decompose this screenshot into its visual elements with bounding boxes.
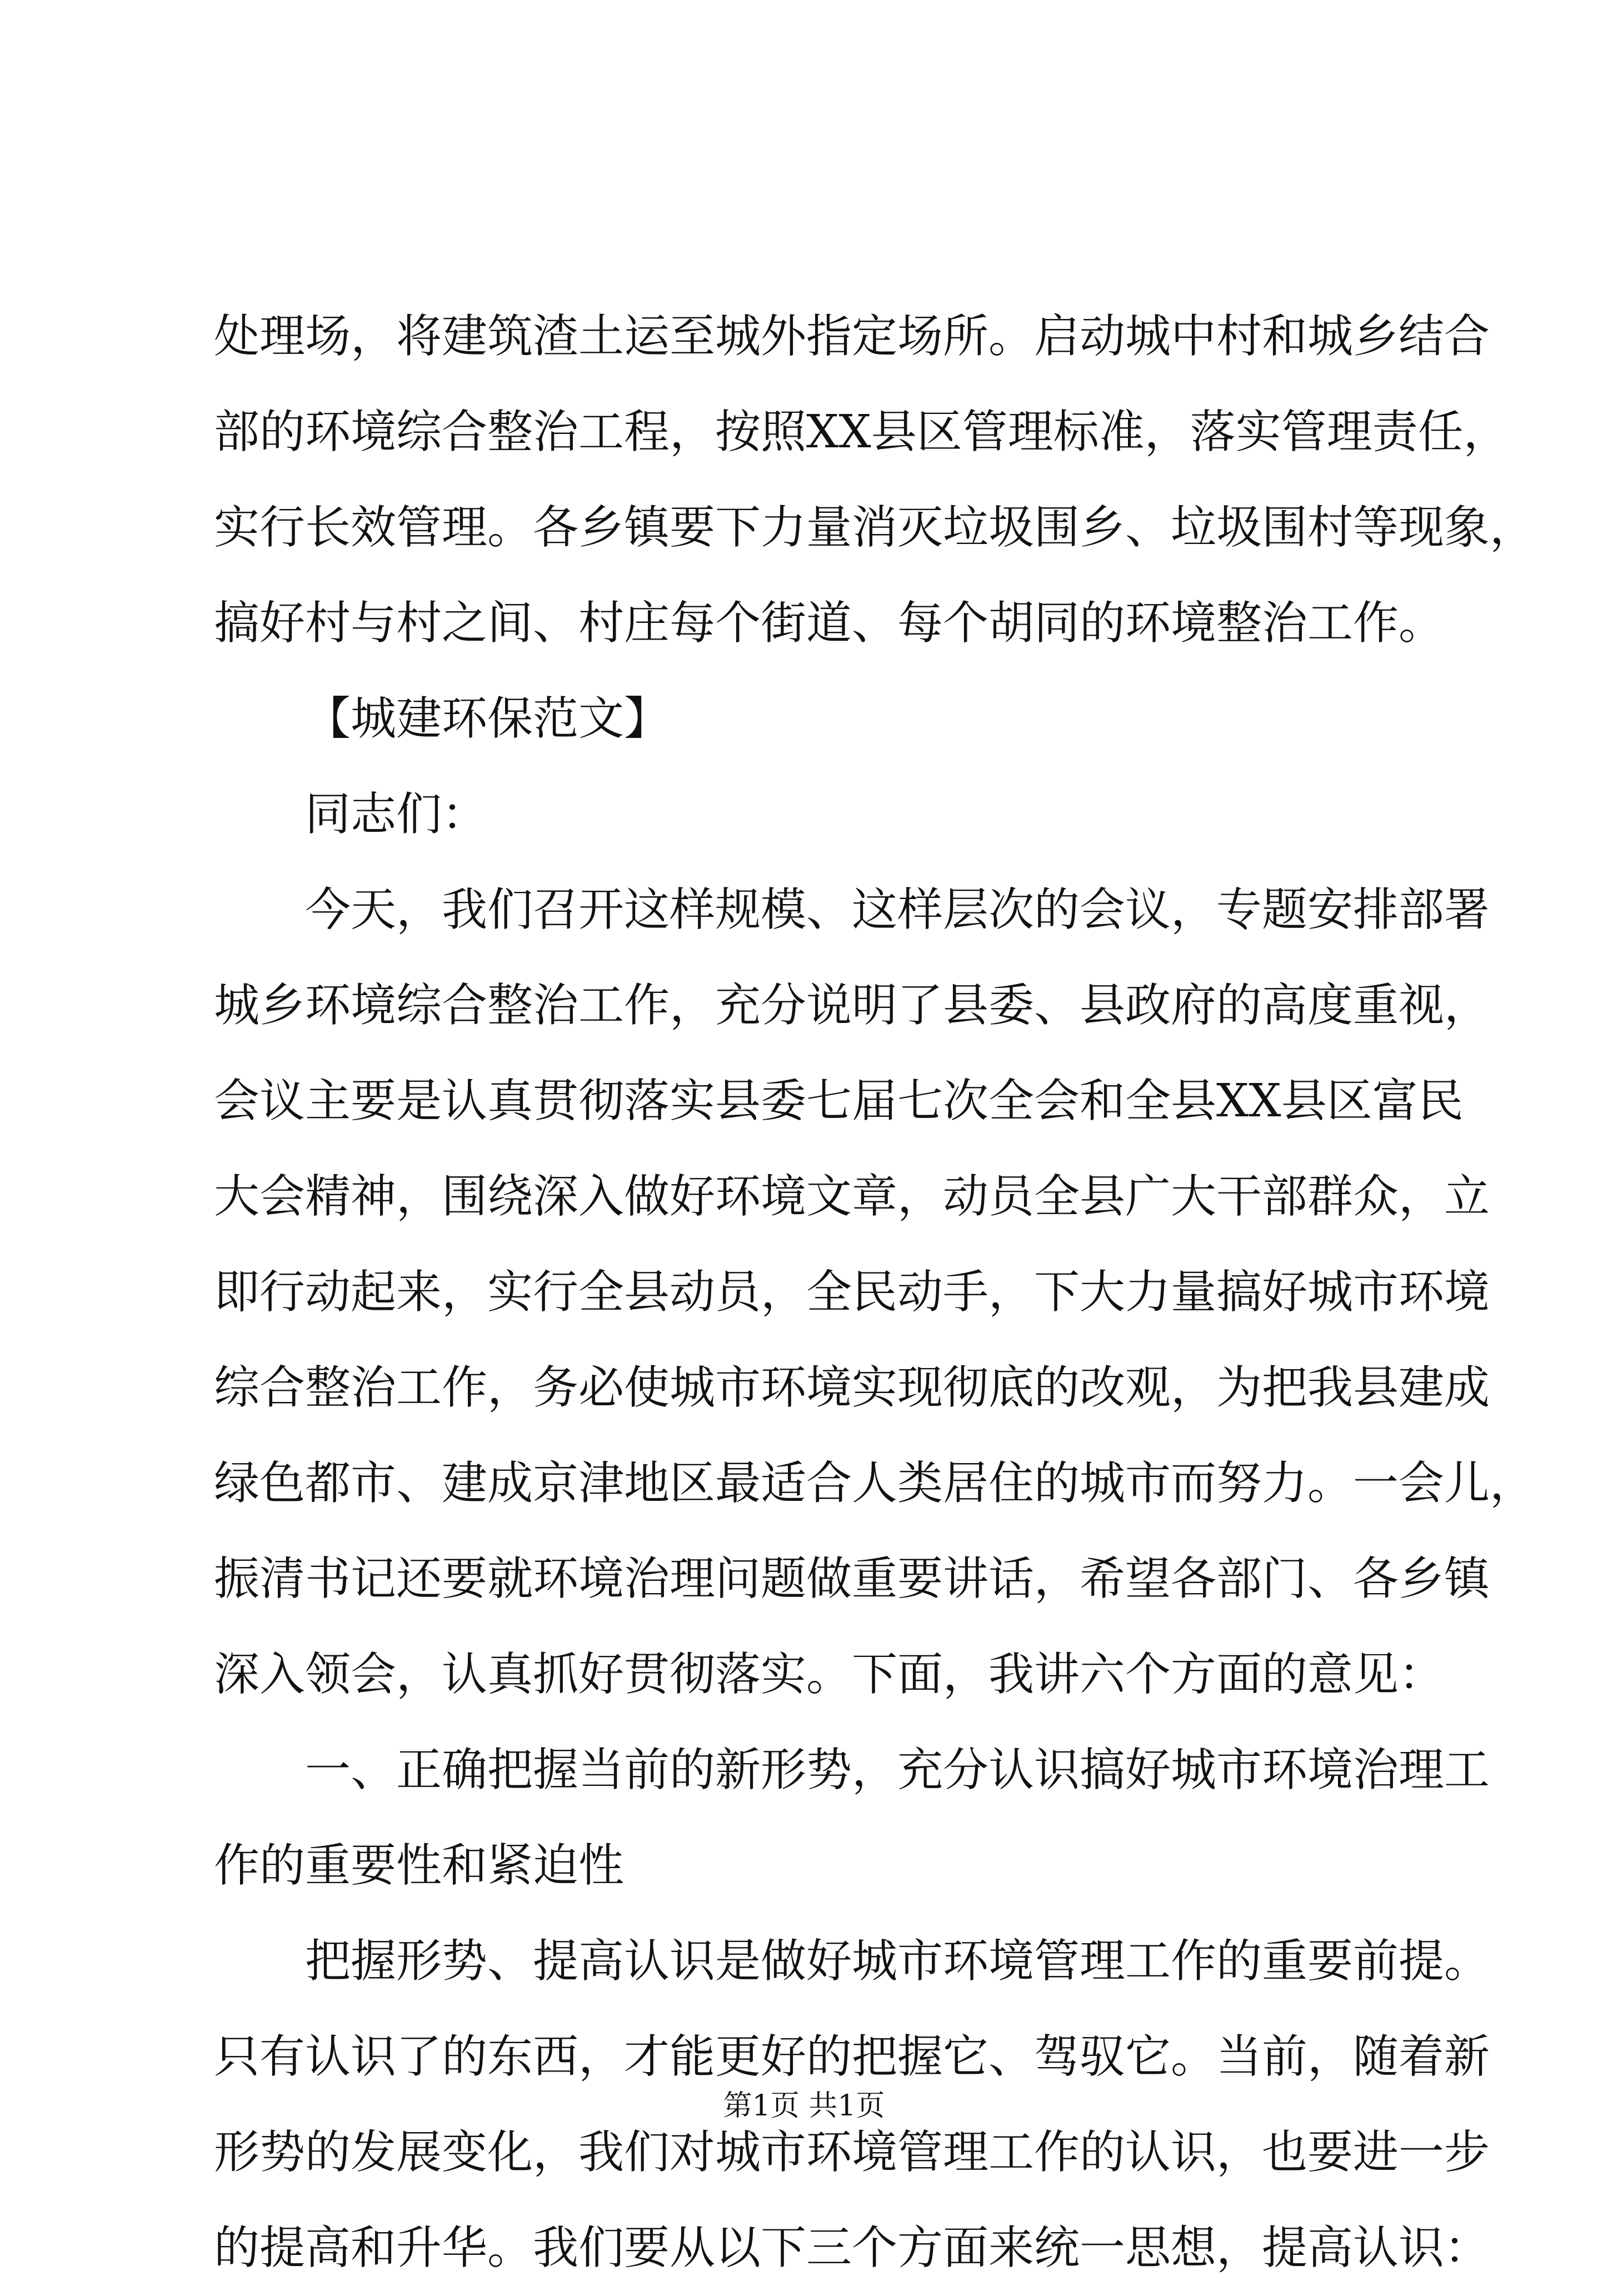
section-heading: 【城建环保范文】 (305, 692, 670, 745)
text-line: 部的环境综合整治工程，按照XX县区管理标准，落实管理责任， (214, 406, 1509, 458)
text-line: 形势的发展变化，我们对城市环境管理工作的认识，也要进一步 (214, 2126, 1490, 2179)
text-line: 搞好村与村之间、村庄每个街道、每个胡同的环境整治工作。 (214, 597, 1445, 650)
text-line: 大会精神，围绕深入做好环境文章，动员全县广大干部群众，立 (214, 1170, 1490, 1223)
text-line: 绿色都市、建成京津地区最适合人类居住的城市而努力。一会儿， (214, 1457, 1536, 1510)
text-line: 的提高和升华。我们要从以下三个方面来统一思想，提高认识： (214, 2222, 1490, 2274)
text-line: 处理场，将建筑渣土运至城外指定场所。启动城中村和城乡结合 (214, 310, 1490, 363)
text-line: 振清书记还要就环境治理问题做重要讲话，希望各部门、各乡镇 (214, 1553, 1490, 1605)
text-line: 城乡环境综合整治工作，充分说明了县委、县政府的高度重视， (214, 979, 1490, 1032)
salutation: 同志们： (305, 788, 488, 841)
text-line: 会议主要是认真贯彻落实县委七届七次全会和全县XX县区富民 (214, 1075, 1464, 1127)
text-line: 只有认识了的东西，才能更好的把握它、驾驭它。当前，随着新 (214, 2030, 1490, 2083)
text-line: 综合整治工作，务必使城市环境实现彻底的改观，为把我县建成 (214, 1361, 1490, 1414)
page-footer (0, 2084, 1608, 2128)
subheading-line: 一、正确把握当前的新形势，充分认识搞好城市环境治理工 (305, 1744, 1490, 1796)
document-body (214, 289, 1536, 2296)
text-line: 实行长效管理。各乡镇要下力量消灭垃圾围乡、垃圾围村等现象， (214, 501, 1536, 554)
text-line: 即行动起来，实行全县动员，全民动手，下大力量搞好城市环境 (214, 1266, 1490, 1319)
text-line: 深入领会，认真抓好贯彻落实。下面，我讲六个方面的意见： (214, 1648, 1445, 1701)
subheading-line: 作的重要性和紧迫性 (214, 1839, 625, 1892)
text-line: 今天，我们召开这样规模、这样层次的会议，专题安排部署 (305, 884, 1490, 936)
text-line: 把握形势、提高认识是做好城市环境管理工作的重要前提。 (305, 1935, 1490, 1988)
page-number-label: 第1页 共1页 (723, 2089, 885, 2123)
